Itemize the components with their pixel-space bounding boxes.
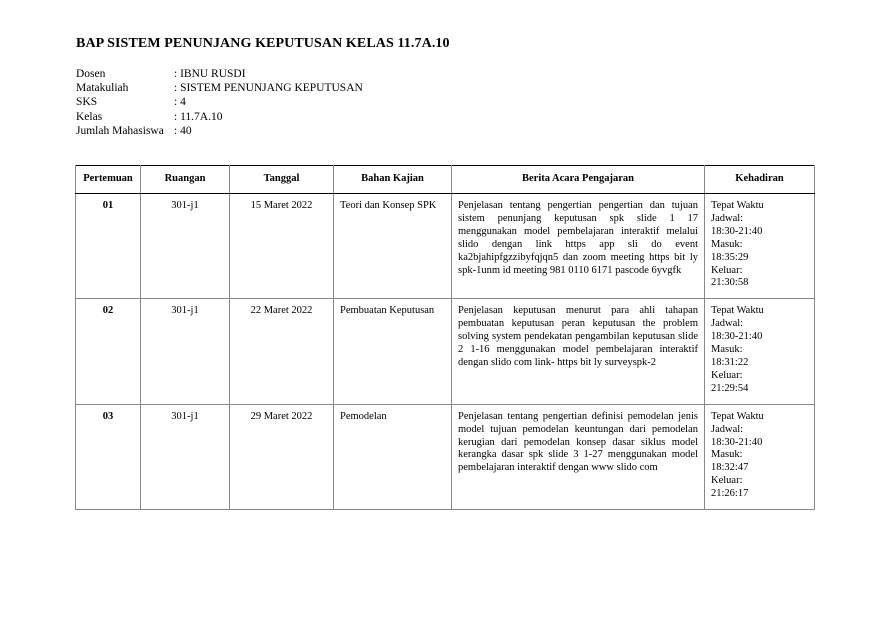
attendance-keluar: 21:29:54 — [711, 382, 749, 394]
cell-pertemuan: 01 — [76, 194, 141, 299]
info-row-dosen — [76, 67, 363, 81]
info-label: Jumlah Mahasiswa — [76, 124, 164, 137]
cell-berita-acara: Penjelasan tentang pengertian definisi pemodelan jenis model tujuan pemodelan keuntungan dari pemodelan kerugian dari pemodelan konsep dasar siklus model kerangka dasar spk slide 3 1-27 menggunakan model pembelajaran interaktif dengan www slido com — [452, 404, 705, 509]
info-value: : 40 — [174, 124, 192, 137]
info-value: : IBNU RUSDI — [174, 68, 246, 80]
table-row — [76, 299, 815, 404]
attendance-status: Tepat Waktu — [711, 200, 764, 211]
cell-berita-acara: Penjelasan keputusan menurut para ahli tahapan pembuatan keputusan peran keputusan the problem solving system pendekatan pengambilan keputusan slide 2 1-16 menggunakan model pembelajaran interaktif dengan slido com link- https bit ly surveyspk-2 — [452, 299, 705, 404]
info-value: : SISTEM PENUNJANG KEPUTUSAN — [174, 82, 363, 95]
attendance-jadwal-label: Jadwal: — [711, 423, 744, 435]
info-label: Kelas — [76, 110, 103, 123]
attendance-jadwal-label: Jadwal: — [711, 212, 744, 224]
attendance-jadwal: 18:30-21:40 — [711, 225, 763, 237]
table-row — [76, 404, 815, 509]
cell-pertemuan: 03 — [76, 404, 141, 509]
info-label: Dosen — [76, 68, 106, 80]
cell-ruangan: 301-j1 — [141, 404, 230, 509]
cell-tanggal: 29 Maret 2022 — [230, 404, 334, 509]
attendance-keluar-label: Keluar: — [711, 475, 743, 487]
info-value: : 4 — [174, 96, 186, 109]
cell-kehadiran — [705, 194, 815, 299]
bap-table — [75, 165, 815, 510]
attendance-keluar-label: Keluar: — [711, 264, 743, 276]
info-row-matakuliah — [76, 81, 363, 95]
cell-pertemuan: 02 — [76, 299, 141, 404]
info-label: Matakuliah — [76, 82, 129, 95]
header-pertemuan: Pertemuan — [76, 166, 141, 194]
header-tanggal: Tanggal — [230, 166, 334, 194]
cell-bahan-kajian: Pemodelan — [334, 404, 452, 509]
cell-ruangan: 301-j1 — [141, 194, 230, 299]
attendance-status: Tepat Waktu — [711, 410, 764, 422]
cell-berita-acara: Penjelasan tentang pengertian pengertian dan tujuan sistem penunjang keputusan spk slide 1 17 menggunakan model pembelajaran interaktif melalui slido dengan link https app sli do event ka2bjahipfgzzibyfqjqn5 dan zoom meeting https bit ly spk-1unm id meeting 981 0110 6171 pascode 6yvgfk — [452, 194, 705, 299]
attendance-keluar: 21:30:58 — [711, 277, 749, 289]
attendance-masuk-label: Masuk: — [711, 238, 743, 250]
info-row-sks — [76, 95, 363, 109]
header-bahan-kajian: Bahan Kajian — [334, 166, 452, 194]
course-info — [76, 67, 363, 138]
info-label: SKS — [76, 96, 98, 109]
table-row — [76, 194, 815, 299]
attendance-jadwal: 18:30-21:40 — [711, 331, 763, 343]
info-value: : 11.7A.10 — [174, 110, 223, 123]
cell-kehadiran — [705, 404, 815, 509]
attendance-status: Tepat Waktu — [711, 305, 764, 317]
attendance-jadwal-label: Jadwal: — [711, 318, 744, 330]
info-row-kelas — [76, 110, 363, 124]
table-header-row — [76, 166, 815, 194]
cell-bahan-kajian: Teori dan Konsep SPK — [334, 194, 452, 299]
header-berita-acara: Berita Acara Pengajaran — [452, 166, 705, 194]
attendance-masuk: 18:35:29 — [711, 251, 749, 263]
attendance-masuk-label: Masuk: — [711, 344, 743, 356]
attendance-keluar: 21:26:17 — [711, 488, 749, 500]
attendance-keluar-label: Keluar: — [711, 369, 743, 381]
attendance-masuk-label: Masuk: — [711, 449, 743, 461]
info-row-jumlah-mahasiswa — [76, 124, 363, 138]
cell-tanggal: 15 Maret 2022 — [230, 194, 334, 299]
header-kehadiran: Kehadiran — [705, 166, 815, 194]
cell-kehadiran — [705, 299, 815, 404]
attendance-masuk: 18:32:47 — [711, 462, 749, 474]
attendance-masuk: 18:31:22 — [711, 356, 749, 368]
header-ruangan: Ruangan — [141, 166, 230, 194]
cell-bahan-kajian: Pembuatan Keputusan — [334, 299, 452, 404]
document-title: BAP SISTEM PENUNJANG KEPUTUSAN KELAS 11.7A.10 — [76, 36, 450, 51]
attendance-jadwal: 18:30-21:40 — [711, 436, 763, 448]
cell-tanggal: 22 Maret 2022 — [230, 299, 334, 404]
cell-ruangan: 301-j1 — [141, 299, 230, 404]
